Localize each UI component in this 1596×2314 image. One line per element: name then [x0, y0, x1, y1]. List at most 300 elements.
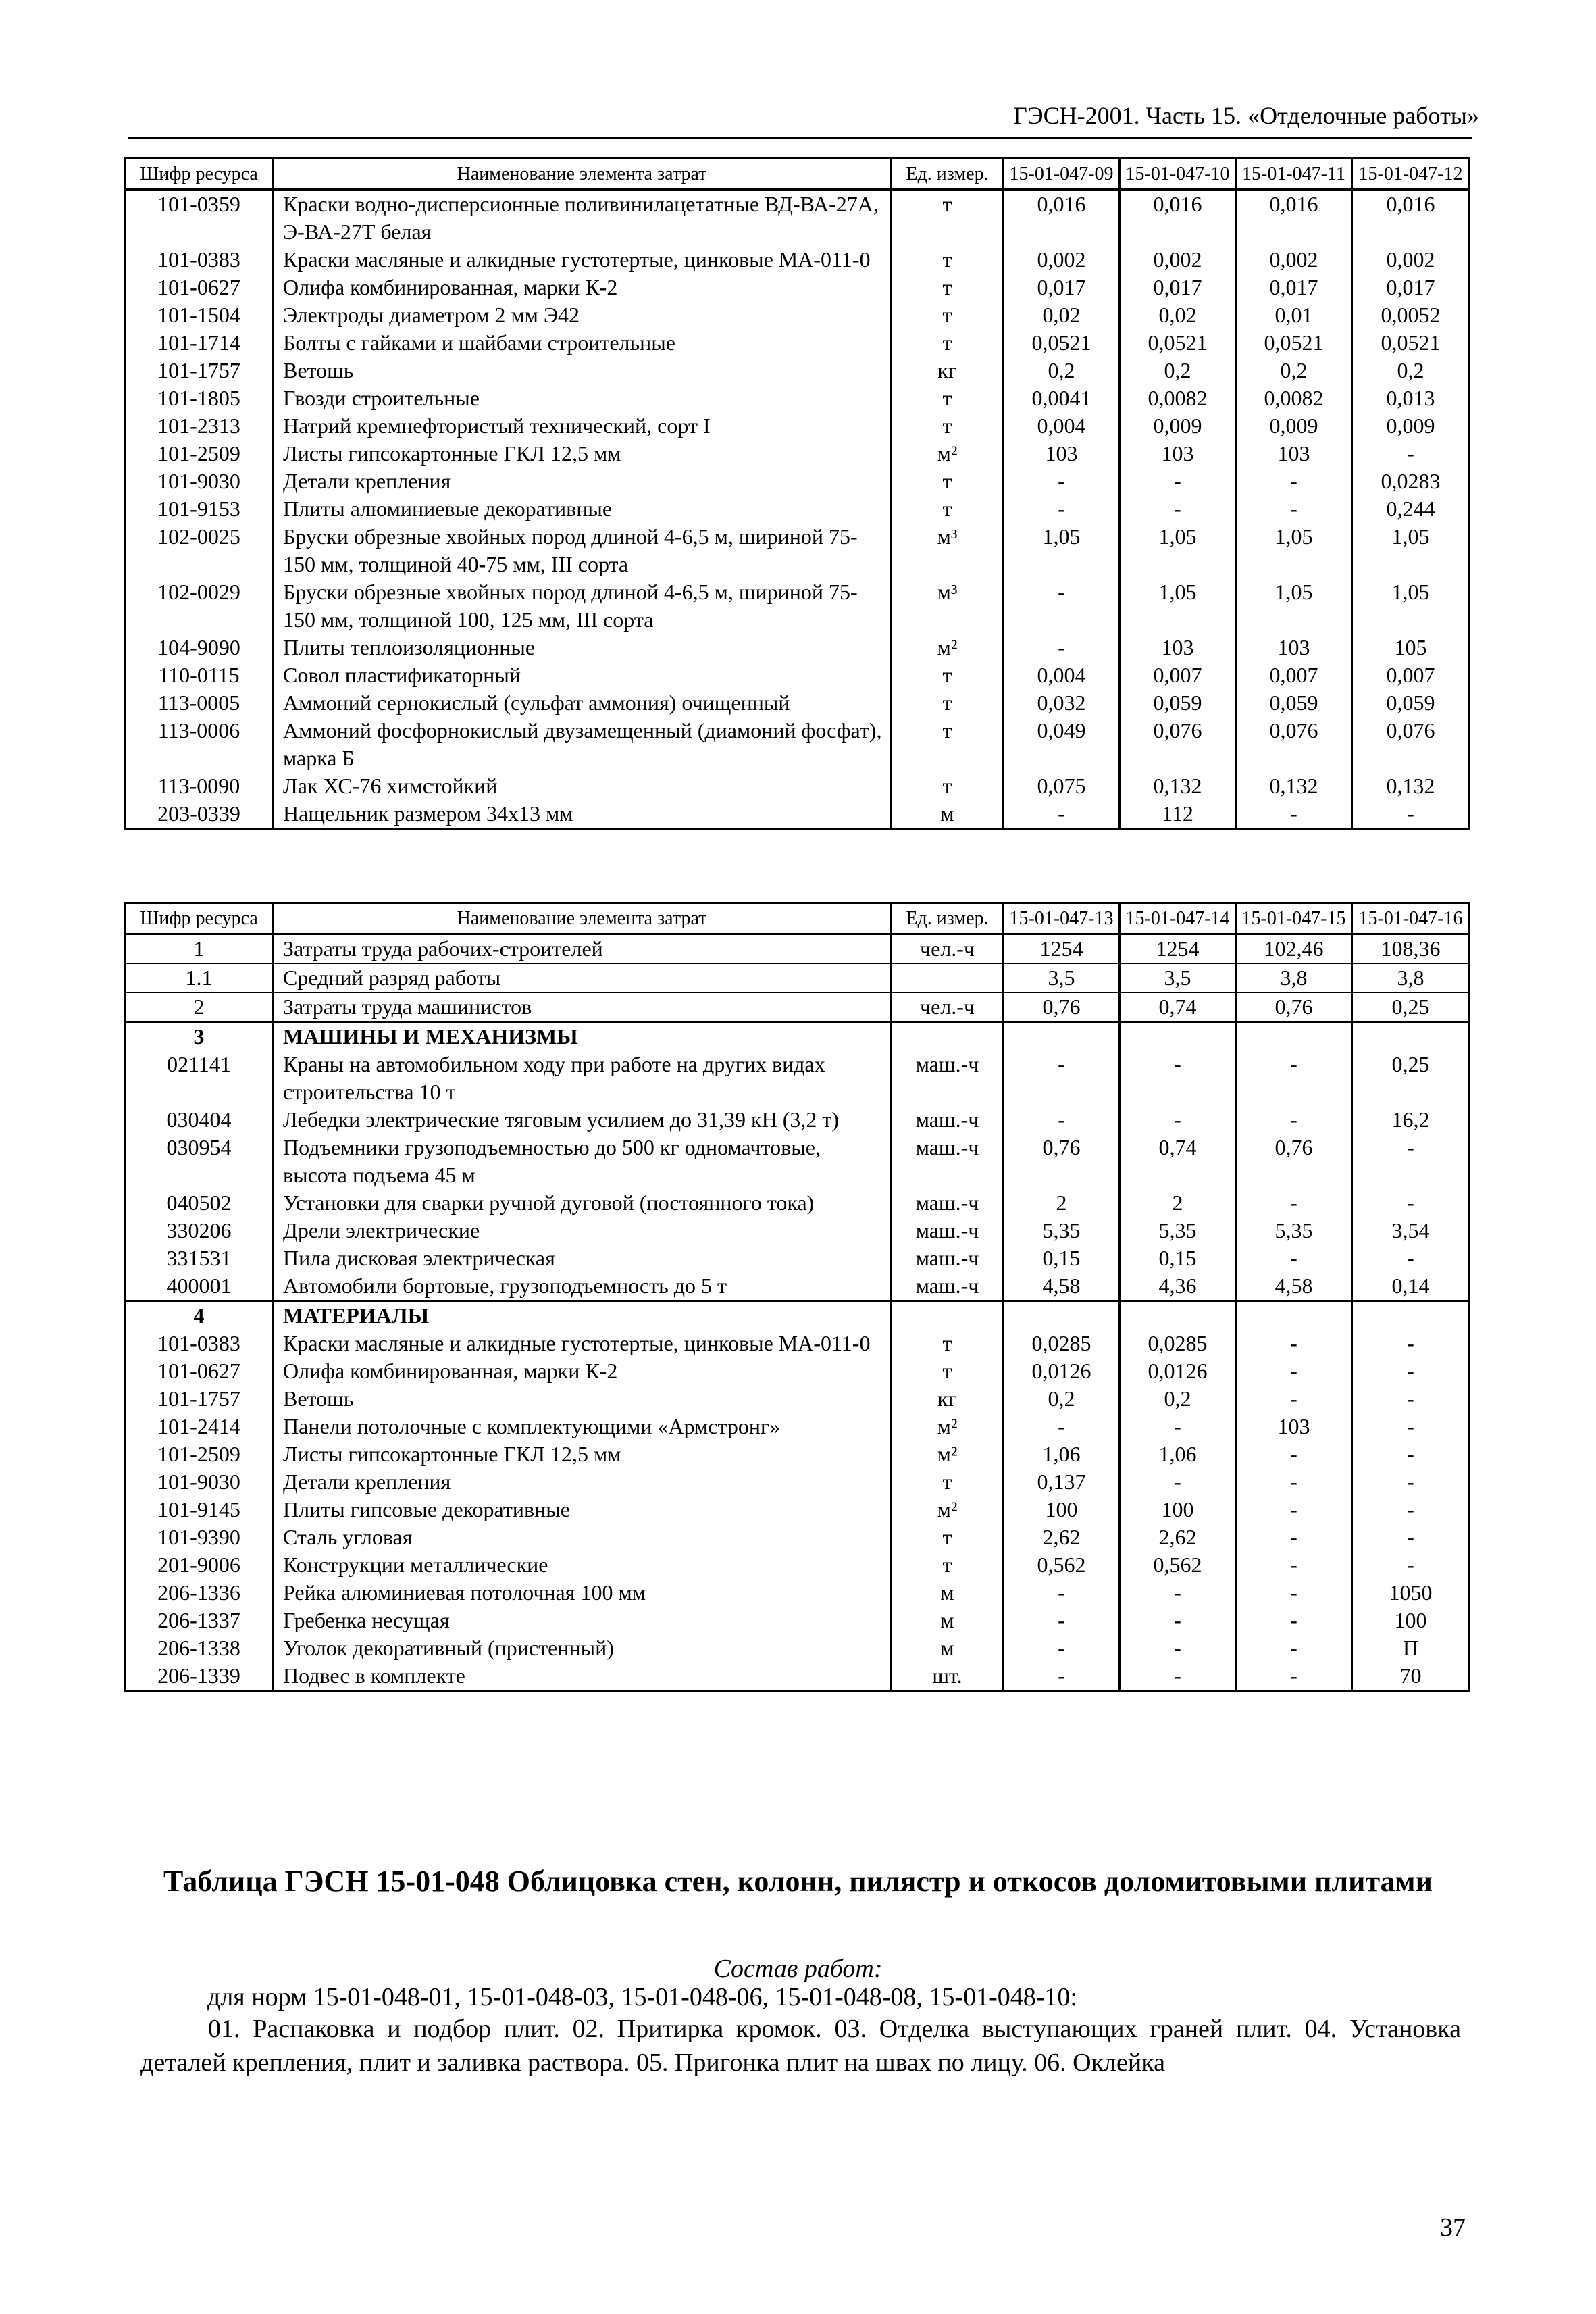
norm-value	[1120, 1022, 1236, 1051]
resource-code: 101-0627	[126, 1357, 273, 1385]
norm-value: 105	[1352, 634, 1470, 661]
norm-value: 0,009	[1120, 412, 1236, 440]
norm-value: -	[1004, 800, 1120, 829]
resource-name: Дрели электрические	[273, 1217, 892, 1244]
resource-code: 104-9090	[126, 634, 273, 661]
resource-code: 101-1757	[126, 1385, 273, 1413]
norm-value: -	[1352, 1524, 1470, 1551]
norm-value: 0,017	[1352, 274, 1470, 301]
norm-value: 1,05	[1004, 523, 1120, 578]
norm-value: 0,25	[1352, 992, 1470, 1022]
norm-value: 2	[1120, 1189, 1236, 1217]
norm-value: -	[1004, 495, 1120, 523]
resource-name: Пила дисковая электрическая	[273, 1244, 892, 1272]
unit-of-measure: т	[892, 1551, 1004, 1579]
unit-of-measure: т	[892, 329, 1004, 357]
table-row	[126, 634, 1470, 661]
norm-value: -	[1004, 1634, 1120, 1662]
norm-value	[1004, 1022, 1120, 1051]
resource-name: Краски масляные и алкидные густотертые, цинковые МА-011-0	[273, 246, 892, 274]
norm-value: 103	[1120, 440, 1236, 468]
norm-value: 4,58	[1236, 1272, 1352, 1301]
resource-code: 400001	[126, 1272, 273, 1301]
table-row	[126, 246, 1470, 274]
resource-name: Панели потолочные с комплектующими «Армстронг»	[273, 1413, 892, 1440]
unit-of-measure: м²	[892, 634, 1004, 661]
norm-value: -	[1352, 1357, 1470, 1385]
unit-of-measure: т	[892, 468, 1004, 495]
resource-code: 201-9006	[126, 1551, 273, 1579]
resource-code: 101-9145	[126, 1496, 273, 1524]
resource-code: 101-1504	[126, 301, 273, 329]
norm-value: -	[1236, 1607, 1352, 1634]
table-row	[126, 329, 1470, 357]
unit-of-measure: шт.	[892, 1662, 1004, 1691]
norm-value: 1,05	[1236, 523, 1352, 578]
norm-value: 5,35	[1236, 1217, 1352, 1244]
unit-of-measure: т	[892, 190, 1004, 247]
resource-code: 206-1336	[126, 1579, 273, 1607]
norm-value: -	[1236, 1662, 1352, 1691]
norm-value: 103	[1004, 440, 1120, 468]
norm-value: 0,132	[1120, 772, 1236, 800]
norm-value: 1,05	[1352, 523, 1470, 578]
norm-value: 0,15	[1004, 1244, 1120, 1272]
norm-value: -	[1352, 1468, 1470, 1496]
norm-value: 1050	[1352, 1579, 1470, 1607]
norm-value	[1236, 1301, 1352, 1330]
norm-value: -	[1352, 1330, 1470, 1357]
table-row	[126, 717, 1470, 772]
resource-code: 101-1805	[126, 384, 273, 412]
resource-code: 101-2313	[126, 412, 273, 440]
norm-value: 0,013	[1352, 384, 1470, 412]
norm-value: -	[1236, 1551, 1352, 1579]
norm-value: 0,0285	[1004, 1330, 1120, 1357]
resource-name: Листы гипсокартонные ГКЛ 12,5 мм	[273, 1440, 892, 1468]
resource-code: 101-9030	[126, 468, 273, 495]
unit-of-measure: м²	[892, 1413, 1004, 1440]
norm-value: 100	[1004, 1496, 1120, 1524]
norm-value	[1004, 1301, 1120, 1330]
resource-code: 1.1	[126, 963, 273, 992]
resource-code: 1	[126, 934, 273, 964]
norm-value: 0,007	[1120, 661, 1236, 689]
norm-value: 1254	[1120, 934, 1236, 964]
table-row	[126, 1330, 1470, 1357]
norm-value: 0,076	[1352, 717, 1470, 772]
unit-of-measure: т	[892, 301, 1004, 329]
norm-value: 3,8	[1236, 963, 1352, 992]
unit-of-measure: т	[892, 661, 1004, 689]
table-row	[126, 934, 1470, 964]
table-row	[126, 1051, 1470, 1106]
norm-value: 0,002	[1236, 246, 1352, 274]
norm-value: -	[1120, 1106, 1236, 1134]
table-row	[126, 1244, 1470, 1272]
norm-value: -	[1236, 1385, 1352, 1413]
table-row	[126, 1357, 1470, 1385]
resource-name: Ветошь	[273, 1385, 892, 1413]
unit-of-measure: т	[892, 495, 1004, 523]
norm-value: -	[1236, 1634, 1352, 1662]
norm-value: -	[1352, 440, 1470, 468]
table-row	[126, 1301, 1470, 1330]
norm-value: 0,562	[1120, 1551, 1236, 1579]
unit-of-measure: м	[892, 1634, 1004, 1662]
norm-value: 0,007	[1352, 661, 1470, 689]
norm-value: 0,137	[1004, 1468, 1120, 1496]
norm-value: 0,002	[1352, 246, 1470, 274]
norm-value: 2	[1004, 1189, 1120, 1217]
resource-table-047-09-12	[124, 157, 1470, 830]
unit-of-measure: маш.-ч	[892, 1106, 1004, 1134]
resource-name: Детали крепления	[273, 468, 892, 495]
column-header-unit: Ед. измер.	[892, 903, 1004, 934]
resource-code: 3	[126, 1022, 273, 1051]
norm-value: 0,0082	[1236, 384, 1352, 412]
norm-value: 1254	[1004, 934, 1120, 964]
norm-value: -	[1120, 468, 1236, 495]
unit-of-measure: т	[892, 717, 1004, 772]
norm-value: 0,2	[1120, 357, 1236, 384]
unit-of-measure: маш.-ч	[892, 1134, 1004, 1189]
norm-value: 0,0283	[1352, 468, 1470, 495]
resource-code: 206-1338	[126, 1634, 273, 1662]
norm-value: 0,02	[1120, 301, 1236, 329]
resource-code: 102-0025	[126, 523, 273, 578]
norm-value: 0,0285	[1120, 1330, 1236, 1357]
norm-value: -	[1236, 1189, 1352, 1217]
table-row	[126, 274, 1470, 301]
resource-code: 113-0005	[126, 689, 273, 717]
norm-value: 0,0521	[1120, 329, 1236, 357]
norm-value: 5,35	[1120, 1217, 1236, 1244]
norm-value: 0,14	[1352, 1272, 1470, 1301]
unit-of-measure: маш.-ч	[892, 1051, 1004, 1106]
column-header-norm: 15-01-047-16	[1352, 903, 1470, 934]
norm-value: 0,017	[1120, 274, 1236, 301]
norm-value: 0,0126	[1004, 1357, 1120, 1385]
column-header-code: Шифр ресурса	[126, 159, 273, 190]
resource-name: Краны на автомобильном ходу при работе на других видах строительства 10 т	[273, 1051, 892, 1106]
table-row	[126, 963, 1470, 992]
norm-value: 2,62	[1120, 1524, 1236, 1551]
resource-name: Затраты труда машинистов	[273, 992, 892, 1022]
unit-of-measure: м	[892, 1607, 1004, 1634]
norm-value: -	[1004, 578, 1120, 634]
unit-of-measure: м³	[892, 523, 1004, 578]
norm-value: 1,05	[1236, 578, 1352, 634]
unit-of-measure: т	[892, 689, 1004, 717]
norm-value: 0,016	[1236, 190, 1352, 247]
resource-name: Лебедки электрические тяговым усилием до 31,39 кН (3,2 т)	[273, 1106, 892, 1134]
resource-name: Автомобили бортовые, грузоподъемность до 5 т	[273, 1272, 892, 1301]
unit-of-measure: м²	[892, 440, 1004, 468]
table-row	[126, 1524, 1470, 1551]
norm-value: -	[1352, 1244, 1470, 1272]
resource-name: Затраты труда рабочих-строителей	[273, 934, 892, 964]
table-row	[126, 1607, 1470, 1634]
table-title: Таблица ГЭСН 15-01-048 Облицовка стен, колонн, пилястр и откосов доломитовыми плитами	[163, 1865, 1433, 1898]
norm-value: 0,76	[1236, 1134, 1352, 1189]
norm-value: 0,76	[1004, 992, 1120, 1022]
norm-value: 0,0126	[1120, 1357, 1236, 1385]
unit-of-measure	[892, 963, 1004, 992]
column-header-norm: 15-01-047-13	[1004, 903, 1120, 934]
resource-name: Лак ХС-76 химстойкий	[273, 772, 892, 800]
norm-value: 0,059	[1120, 689, 1236, 717]
resource-code: 4	[126, 1301, 273, 1330]
unit-of-measure: м²	[892, 1440, 1004, 1468]
norm-value: 103	[1236, 1413, 1352, 1440]
resource-code: 101-1757	[126, 357, 273, 384]
resource-code: 040502	[126, 1189, 273, 1217]
norm-value: -	[1236, 1524, 1352, 1551]
unit-of-measure: т	[892, 1330, 1004, 1357]
table-row	[126, 495, 1470, 523]
table-row	[126, 689, 1470, 717]
resource-name: Болты с гайками и шайбами строительные	[273, 329, 892, 357]
norm-value: 103	[1236, 440, 1352, 468]
resource-code: 101-9030	[126, 1468, 273, 1496]
unit-of-measure: т	[892, 1524, 1004, 1551]
resource-name: Установки для сварки ручной дуговой (постоянного тока)	[273, 1189, 892, 1217]
table-row	[126, 1496, 1470, 1524]
norm-value: -	[1120, 1662, 1236, 1691]
norm-value: -	[1004, 634, 1120, 661]
norm-value: 0,009	[1352, 412, 1470, 440]
resource-code: 101-9390	[126, 1524, 273, 1551]
norm-value: -	[1236, 1106, 1352, 1134]
norm-value: -	[1236, 800, 1352, 829]
norm-value: 0,007	[1236, 661, 1352, 689]
norm-value: 0,0082	[1120, 384, 1236, 412]
norm-value: -	[1236, 1051, 1352, 1106]
norm-value: 1,06	[1004, 1440, 1120, 1468]
norm-value: -	[1352, 1134, 1470, 1189]
header-rule	[128, 137, 1472, 139]
unit-of-measure: м	[892, 800, 1004, 829]
table-row	[126, 992, 1470, 1022]
unit-of-measure: т	[892, 384, 1004, 412]
composition-heading: Состав работ:	[713, 1955, 883, 1983]
resource-name: Средний разряд работы	[273, 963, 892, 992]
norm-value: 0,76	[1236, 992, 1352, 1022]
resource-code: 101-1714	[126, 329, 273, 357]
norm-value: 0,76	[1004, 1134, 1120, 1189]
unit-of-measure: маш.-ч	[892, 1244, 1004, 1272]
resource-code: 330206	[126, 1217, 273, 1244]
resource-name: Совол пластификаторный	[273, 661, 892, 689]
resource-code: 101-0383	[126, 1330, 273, 1357]
table-row	[126, 1551, 1470, 1579]
table-row	[126, 384, 1470, 412]
norm-value: 0,562	[1004, 1551, 1120, 1579]
resource-name: Ветошь	[273, 357, 892, 384]
resource-name: Сталь угловая	[273, 1524, 892, 1551]
norm-value	[1236, 1022, 1352, 1051]
norm-value: -	[1236, 468, 1352, 495]
norm-value: 0,017	[1004, 274, 1120, 301]
norm-value: -	[1004, 1662, 1120, 1691]
norm-value: 1,05	[1120, 578, 1236, 634]
table-row	[126, 412, 1470, 440]
unit-of-measure	[892, 1301, 1004, 1330]
norm-value: 0,049	[1004, 717, 1120, 772]
resource-code: 206-1339	[126, 1662, 273, 1691]
column-header-norm: 15-01-047-10	[1120, 159, 1236, 190]
resource-name: Бруски обрезные хвойных пород длиной 4-6,5 м, шириной 75-150 мм, толщиной 40-75 мм, III сорта	[273, 523, 892, 578]
norm-value: 0,032	[1004, 689, 1120, 717]
norm-value: -	[1120, 1468, 1236, 1496]
unit-of-measure: м	[892, 1579, 1004, 1607]
resource-code: 101-0383	[126, 246, 273, 274]
norm-value: -	[1120, 1607, 1236, 1634]
table-row	[126, 772, 1470, 800]
resource-name: Плиты теплоизоляционные	[273, 634, 892, 661]
table-row	[126, 1272, 1470, 1301]
unit-of-measure: т	[892, 1468, 1004, 1496]
norm-value: -	[1120, 495, 1236, 523]
norm-value: -	[1004, 1106, 1120, 1134]
table-header-row	[126, 159, 1470, 190]
norm-value: 0,2	[1236, 357, 1352, 384]
unit-of-measure: м²	[892, 1496, 1004, 1524]
norm-value: 0,0521	[1004, 329, 1120, 357]
resource-name: Нащельник размером 34х13 мм	[273, 800, 892, 829]
norm-value: 0,132	[1352, 772, 1470, 800]
resource-code: 021141	[126, 1051, 273, 1106]
norm-value: П	[1352, 1634, 1470, 1662]
norm-value: 0,0521	[1352, 329, 1470, 357]
table-row	[126, 1134, 1470, 1189]
norm-value: 16,2	[1352, 1106, 1470, 1134]
norm-value: 0,016	[1004, 190, 1120, 247]
table-row	[126, 1413, 1470, 1440]
norm-value: -	[1004, 1579, 1120, 1607]
norm-value: 4,58	[1004, 1272, 1120, 1301]
table-row	[126, 468, 1470, 495]
table-row	[126, 523, 1470, 578]
resource-code: 101-2509	[126, 440, 273, 468]
norm-value: -	[1352, 1189, 1470, 1217]
resource-name: Аммоний фосфорнокислый двузамещенный (диамоний фосфат), марка Б	[273, 717, 892, 772]
table-row	[126, 1579, 1470, 1607]
table-row	[126, 1022, 1470, 1051]
unit-of-measure	[892, 1022, 1004, 1051]
resource-name: Подъемники грузоподъемностью до 500 кг одномачтовые, высота подъема 45 м	[273, 1134, 892, 1189]
norm-value: 0,059	[1352, 689, 1470, 717]
norm-value: 5,35	[1004, 1217, 1120, 1244]
norms-line: для норм 15-01-048-01, 15-01-048-03, 15-01-048-06, 15-01-048-08, 15-01-048-10:	[207, 1983, 1077, 2011]
table-row	[126, 800, 1470, 829]
unit-of-measure: чел.-ч	[892, 992, 1004, 1022]
unit-of-measure: т	[892, 274, 1004, 301]
table-row	[126, 1385, 1470, 1413]
unit-of-measure: т	[892, 1357, 1004, 1385]
resource-code: 2	[126, 992, 273, 1022]
resource-code: 030954	[126, 1134, 273, 1189]
unit-of-measure: кг	[892, 1385, 1004, 1413]
column-header-unit: Ед. измер.	[892, 159, 1004, 190]
norm-value: -	[1352, 1440, 1470, 1468]
unit-of-measure: чел.-ч	[892, 934, 1004, 964]
running-header: ГЭСН-2001. Часть 15. «Отделочные работы»	[1013, 102, 1479, 129]
norm-value: -	[1352, 800, 1470, 829]
norm-value: 0,02	[1004, 301, 1120, 329]
norm-value: -	[1236, 495, 1352, 523]
norm-value: 0,016	[1120, 190, 1236, 247]
norm-value: 3,8	[1352, 963, 1470, 992]
norm-value: -	[1236, 1330, 1352, 1357]
norm-value: 0,004	[1004, 661, 1120, 689]
table-row	[126, 1106, 1470, 1134]
norm-value: 0,0041	[1004, 384, 1120, 412]
norm-value: 103	[1120, 634, 1236, 661]
norm-value: -	[1120, 1634, 1236, 1662]
norm-value: -	[1120, 1051, 1236, 1106]
norm-value: -	[1352, 1385, 1470, 1413]
resource-code: 110-0115	[126, 661, 273, 689]
norm-value: 0,25	[1352, 1051, 1470, 1106]
table-row	[126, 190, 1470, 247]
resource-name: МАШИНЫ И МЕХАНИЗМЫ	[273, 1022, 892, 1051]
norm-value: 2,62	[1004, 1524, 1120, 1551]
norm-value	[1352, 1022, 1470, 1051]
norm-value: 0,002	[1004, 246, 1120, 274]
table-body	[126, 934, 1470, 1691]
unit-of-measure: маш.-ч	[892, 1217, 1004, 1244]
resource-name: Конструкции металлические	[273, 1551, 892, 1579]
resource-code: 101-0359	[126, 190, 273, 247]
resource-code: 101-0627	[126, 274, 273, 301]
norm-value: 3,54	[1352, 1217, 1470, 1244]
norm-value: -	[1120, 1413, 1236, 1440]
column-header-norm: 15-01-047-14	[1120, 903, 1236, 934]
norm-value: 102,46	[1236, 934, 1352, 964]
norm-value: -	[1352, 1496, 1470, 1524]
resource-code: 113-0006	[126, 717, 273, 772]
table-row	[126, 661, 1470, 689]
resource-code: 030404	[126, 1106, 273, 1134]
resource-name: МАТЕРИАЛЫ	[273, 1301, 892, 1330]
resource-name: Гвозди строительные	[273, 384, 892, 412]
column-header-norm: 15-01-047-11	[1236, 159, 1352, 190]
norm-value: 0,2	[1004, 357, 1120, 384]
norm-value: -	[1236, 1468, 1352, 1496]
unit-of-measure: кг	[892, 357, 1004, 384]
resource-name: Плиты гипсовые декоративные	[273, 1496, 892, 1524]
norm-value: 0,002	[1120, 246, 1236, 274]
column-header-norm: 15-01-047-15	[1236, 903, 1352, 934]
norm-value: -	[1236, 1579, 1352, 1607]
norm-value: 0,2	[1120, 1385, 1236, 1413]
work-description: 01. Распаковка и подбор плит. 02. Притирка кромок. 03. Отделка выступающих граней плит. 04. Установка деталей крепления, плит и заливка раствора. 05. Пригонка плит на швах по лицу. 06. Оклейка	[140, 2015, 1461, 2077]
resource-code: 331531	[126, 1244, 273, 1272]
page-number: 37	[1440, 2213, 1466, 2242]
norm-value: -	[1236, 1244, 1352, 1272]
resource-name: Олифа комбинированная, марки К-2	[273, 1357, 892, 1385]
unit-of-measure: т	[892, 246, 1004, 274]
resource-name: Листы гипсокартонные ГКЛ 12,5 мм	[273, 440, 892, 468]
norm-value: 0,009	[1236, 412, 1352, 440]
norm-value	[1352, 1301, 1470, 1330]
norm-value: -	[1236, 1496, 1352, 1524]
resource-name: Аммоний сернокислый (сульфат аммония) очищенный	[273, 689, 892, 717]
norm-value: 1,06	[1120, 1440, 1236, 1468]
resource-name: Плиты алюминиевые декоративные	[273, 495, 892, 523]
